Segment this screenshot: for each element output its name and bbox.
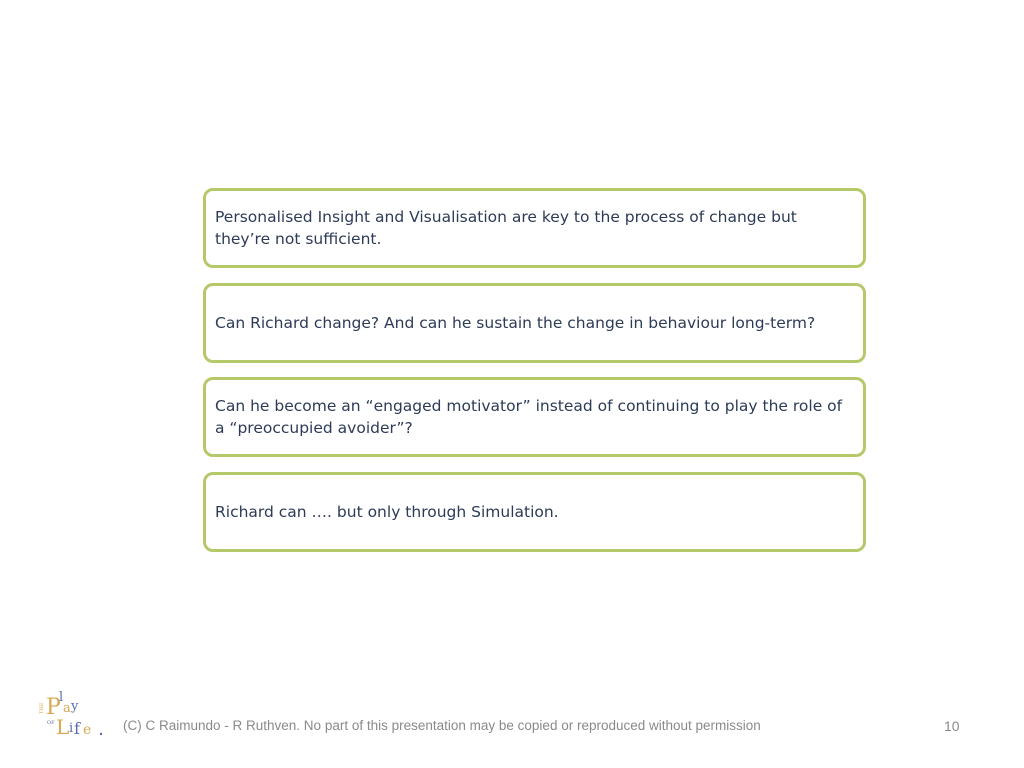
text-box-motivator-question-text: Can he become an “engaged motivator” instead of continuing to play the role of a “preoccupied avoider”? xyxy=(215,397,843,437)
play-of-life-logo xyxy=(40,688,106,738)
text-box-insight xyxy=(203,188,866,268)
text-box-motivator-question xyxy=(203,377,866,457)
svg-text:y: y xyxy=(71,699,79,714)
text-box-change-question xyxy=(203,283,866,363)
svg-text:OF: OF xyxy=(47,720,55,726)
svg-text:f: f xyxy=(74,719,80,738)
page-number: 10 xyxy=(944,718,960,734)
text-box-simulation-text: Richard can …. but only through Simulation. xyxy=(215,503,559,521)
svg-text:THE: THE xyxy=(39,702,45,714)
text-box-change-question-text: Can Richard change? And can he sustain the change in behaviour long-term? xyxy=(215,314,816,332)
copyright-notice: (C) C Raimundo - R Ruthven. No part of this presentation may be copied or reproduced without permission xyxy=(123,718,761,733)
svg-text:P: P xyxy=(46,695,61,720)
svg-text:i: i xyxy=(69,721,74,736)
svg-text:l: l xyxy=(59,690,64,705)
svg-text:L: L xyxy=(56,715,70,739)
svg-text:e: e xyxy=(83,722,92,738)
svg-text:a: a xyxy=(63,701,71,716)
text-box-simulation xyxy=(203,472,866,552)
text-box-insight-text: Personalised Insight and Visualisation are key to the process of change but they’re not sufficient. xyxy=(215,208,797,248)
